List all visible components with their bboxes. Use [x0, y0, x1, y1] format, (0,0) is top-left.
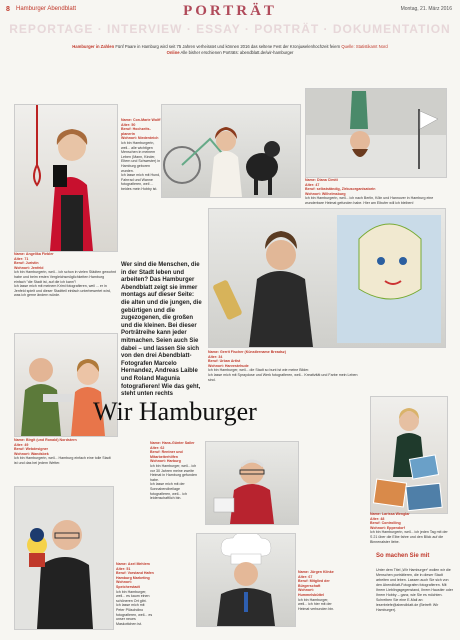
caption-diana [305, 178, 445, 206]
caption-home: Wohnort: Hummelsbüttel [298, 588, 324, 597]
caption-text-2: Ich lasse mich mit Hund, Fahrrad und Wanne fotografieren, weil ... beides mein Hobby ist. [121, 173, 161, 191]
caption-text: Ich bin Hamburgerin, weil... ich jeden Tag mit der S 21 über die Elbe fahre und den Blick auf die Binnenalster liebe. [370, 530, 448, 544]
caption-text-2: Ich lasse mich mit meinem Krimi fotografieren, weil ... er in Jenfeld spielt und dieser Stadtteil einfach unterbewertet wird, was ich gerne ändern würde. [14, 284, 111, 298]
caption-job: Beruf: Vorstand Hafen Hamburg Marketing [116, 571, 154, 580]
online-text: Alle bisher erschienen Porträts: abendblatt.de/wir-hamburger [180, 50, 294, 55]
caption-home: Wohnort: Wandsbek [14, 451, 49, 456]
portrait-photo-larissa [370, 396, 448, 514]
caption-text: Ich bin Hamburger, weil... es kaum einen schöneren Ort gibt. [116, 589, 150, 603]
portrait-photo-juergen [196, 533, 296, 627]
caption-text-2: Ich lasse mich mit Spraydose und Werk fotografieren, weil... Kreativität und Farbe mein Leben sind. [208, 372, 358, 382]
caption-job: Beruf: Juristin [14, 261, 39, 266]
caption-text: Ich bin Hamburger, weil... ich hier mit der Heimat verbunden bin. [298, 597, 335, 611]
caption-home: Wohnort: Speicherstadt [116, 580, 140, 589]
caption-name: Name: Jürgen Klinke [298, 570, 334, 574]
portrait-illustration [15, 487, 113, 629]
portrait-illustration [306, 89, 446, 177]
caption-birgit [14, 438, 114, 466]
caption-age: Alter: 62 [150, 445, 165, 450]
caption-age: Alter: 34 [208, 354, 223, 359]
page-title: Wir Hamburger [93, 397, 257, 426]
caption-name: Name: Larissa Wenglar [370, 512, 410, 516]
caption-con-marie [121, 118, 161, 192]
caption-job: Beruf: Rentner und Mitarbeiterhilfen [150, 450, 183, 459]
caption-age: Alter: 51 [116, 566, 131, 571]
issue-date: Montag, 21. März 2016 [400, 6, 452, 12]
howto-heading: So machen Sie mit [376, 553, 430, 559]
caption-text: Ich bin Hamburgerin, weil... ich schon in vielen Städten gewohnt habe und beim ersten Vergleichsmöglichkeiten Hamburg einfach "die Stadt ist, auf die ich kann"! [14, 270, 116, 284]
caption-job: Beruf: selbstständig, Zirkusorganisatorin [305, 187, 376, 192]
caption-text: Ich bin Hamburgerin, weil... Hamburg einfach eine tolle Stadt ist und das bei jedem Wetter. [14, 456, 111, 465]
howto-text: Unter dem Titel „Wir Hamburger“ wollen wir die Menschen porträtieren, die in dieser Stadt arbeiten und leben. Lassen auch Sie sich von den Abendblatt-Fotografen fotografieren. Mit Ihrem Lieblingsgegenstand, Ihrem Haustier oder Ihrem Hobby – ganz, wie Sie es möchten. Schreiben Sie eine E-Mail an: leserbriefe@abendblatt.de (Betreff: Wir Hamburger). [376, 568, 453, 612]
caption-home: Wohnort: Wilhelmsburg [305, 191, 346, 196]
caption-home: Wohnort: Eppendorf [370, 525, 405, 530]
caption-juergen [298, 570, 336, 611]
caption-job: Beruf: Hochzeitsplanerin [121, 127, 151, 136]
caption-age: Alter: 49 [14, 442, 29, 447]
portrait-photo-axel [14, 486, 114, 630]
portrait-illustration [209, 209, 445, 347]
portrait-illustration [206, 442, 298, 524]
portrait-photo-gerrit [208, 208, 446, 348]
info-source: Quelle: Statistikamt Nord [341, 44, 388, 49]
portrait-photo-hans-guenter [205, 441, 299, 525]
caption-axel [116, 562, 154, 626]
portrait-photo-con-marie [161, 104, 301, 198]
info-label: Hamburger in Zahlen [72, 44, 115, 49]
caption-age: Alter: 71 [14, 256, 29, 261]
caption-text-2: Ich lasse mich mit der Sonnabendbeilage fotografieren, weil... ich leidenschaftlich bin. [150, 482, 187, 501]
caption-name: Name: Con-Marie Wolff [121, 118, 161, 122]
page-header [0, 0, 460, 40]
caption-home: Wohnort: Harburg [150, 459, 181, 464]
intro-text: Wer sind die Menschen, die in der Stadt leben und arbeiten? Das Hamburger Abendblatt zeigt sie immer montags auf dieser Seite: die alten und die jungen, die gebürtigen und die zugezogenen, die großen und die kleinen. Bei dieser Porträtreihe kann jeder mitmachen. Seien auch Sie dabei – und lassen Sie sich von den drei Abendblatt-Fotografen Marcelo Hernandez, Andreas Laible und Roland Magunia fotografieren! Wie das geht, steht unten rechts [121, 262, 202, 398]
caption-name: Name: Hans-Günter Sailer [150, 441, 195, 445]
caption-home: Wohnort: Jenfeld [14, 265, 44, 270]
caption-text: Ich bin Hamburgerin, weil... alle wichtigen Menschen in meinem Leben (Mann, Kinder, Eltern und Schwester) in Hamburg geboren wurden. [121, 140, 161, 173]
section-title: PORTRÄT [183, 3, 277, 19]
portrait-illustration [371, 397, 447, 513]
caption-name: Name: Angelika Fiebler [14, 252, 54, 256]
caption-text: Ich bin Hamburgerin, weil... ich nach Berlin, Köln und Hannover in Hamburg eine wunderbare Heimat gefunden habe. Hier am Elbufer will ich bleiben! [305, 196, 434, 205]
section-strip: REPORTAGE · INTERVIEW · ESSAY · PORTRÄT · DOKUMENTATION [9, 22, 451, 36]
online-label: Online [166, 50, 180, 55]
caption-text: Ich bin Hamburger, weil... die Stadt so bunt ist wie meine Bilder. [208, 368, 310, 373]
publication-name: Hamburger Abendblatt [16, 6, 77, 12]
portrait-illustration [162, 105, 300, 197]
caption-age: Alter: 50 [121, 122, 136, 127]
portrait-photo-angelika [14, 104, 118, 252]
caption-age: Alter: 67 [298, 574, 313, 579]
portrait-photo-diana [305, 88, 447, 178]
caption-age: Alter: 47 [305, 182, 320, 187]
caption-home: Wohnort: Niederdeich [121, 136, 159, 141]
caption-name: Name: Birgit (und Ronald) Nordstern [14, 438, 77, 442]
page-number: 8 [6, 6, 10, 13]
caption-larissa [370, 512, 450, 544]
caption-home: Wohnort: Harvestehude [208, 363, 249, 368]
portrait-illustration [197, 534, 295, 626]
caption-name: Name: Gerrit Fischer (Künstlername Breadsz) [208, 350, 286, 354]
caption-job: Beruf: Controlling [370, 521, 401, 526]
info-text: Fünf Paare in Hamburg wird seit 75 Jahren verheiratet und können 2016 das seltene Fest der Kronjuwelenhochzeit feiern [115, 44, 341, 49]
caption-name: Name: Axel Mehlem [116, 562, 150, 566]
caption-text: Ich bin Hamburger, weil... ich vor 30 Jahren meine zweite Heimat in Hamburg gefunden habe. [150, 463, 197, 482]
caption-text-2: Ich lasse mich mit Peter Plüschdino fotografieren, weil... es unser neues Maskottchen ist. [116, 603, 153, 626]
caption-job: Beruf: Webdesigner [14, 447, 49, 452]
caption-gerrit [208, 350, 358, 382]
caption-job: Beruf: Urban Artist [208, 359, 241, 364]
caption-age: Alter: 48 [370, 516, 385, 521]
portrait-illustration [15, 105, 117, 251]
info-box [40, 44, 420, 56]
caption-name: Name: Diana Cimiti [305, 178, 338, 182]
caption-angelika [14, 252, 116, 298]
caption-hans-guenter [150, 441, 200, 501]
caption-job: Beruf: Mitglied der Bürgerschaft [298, 579, 330, 588]
